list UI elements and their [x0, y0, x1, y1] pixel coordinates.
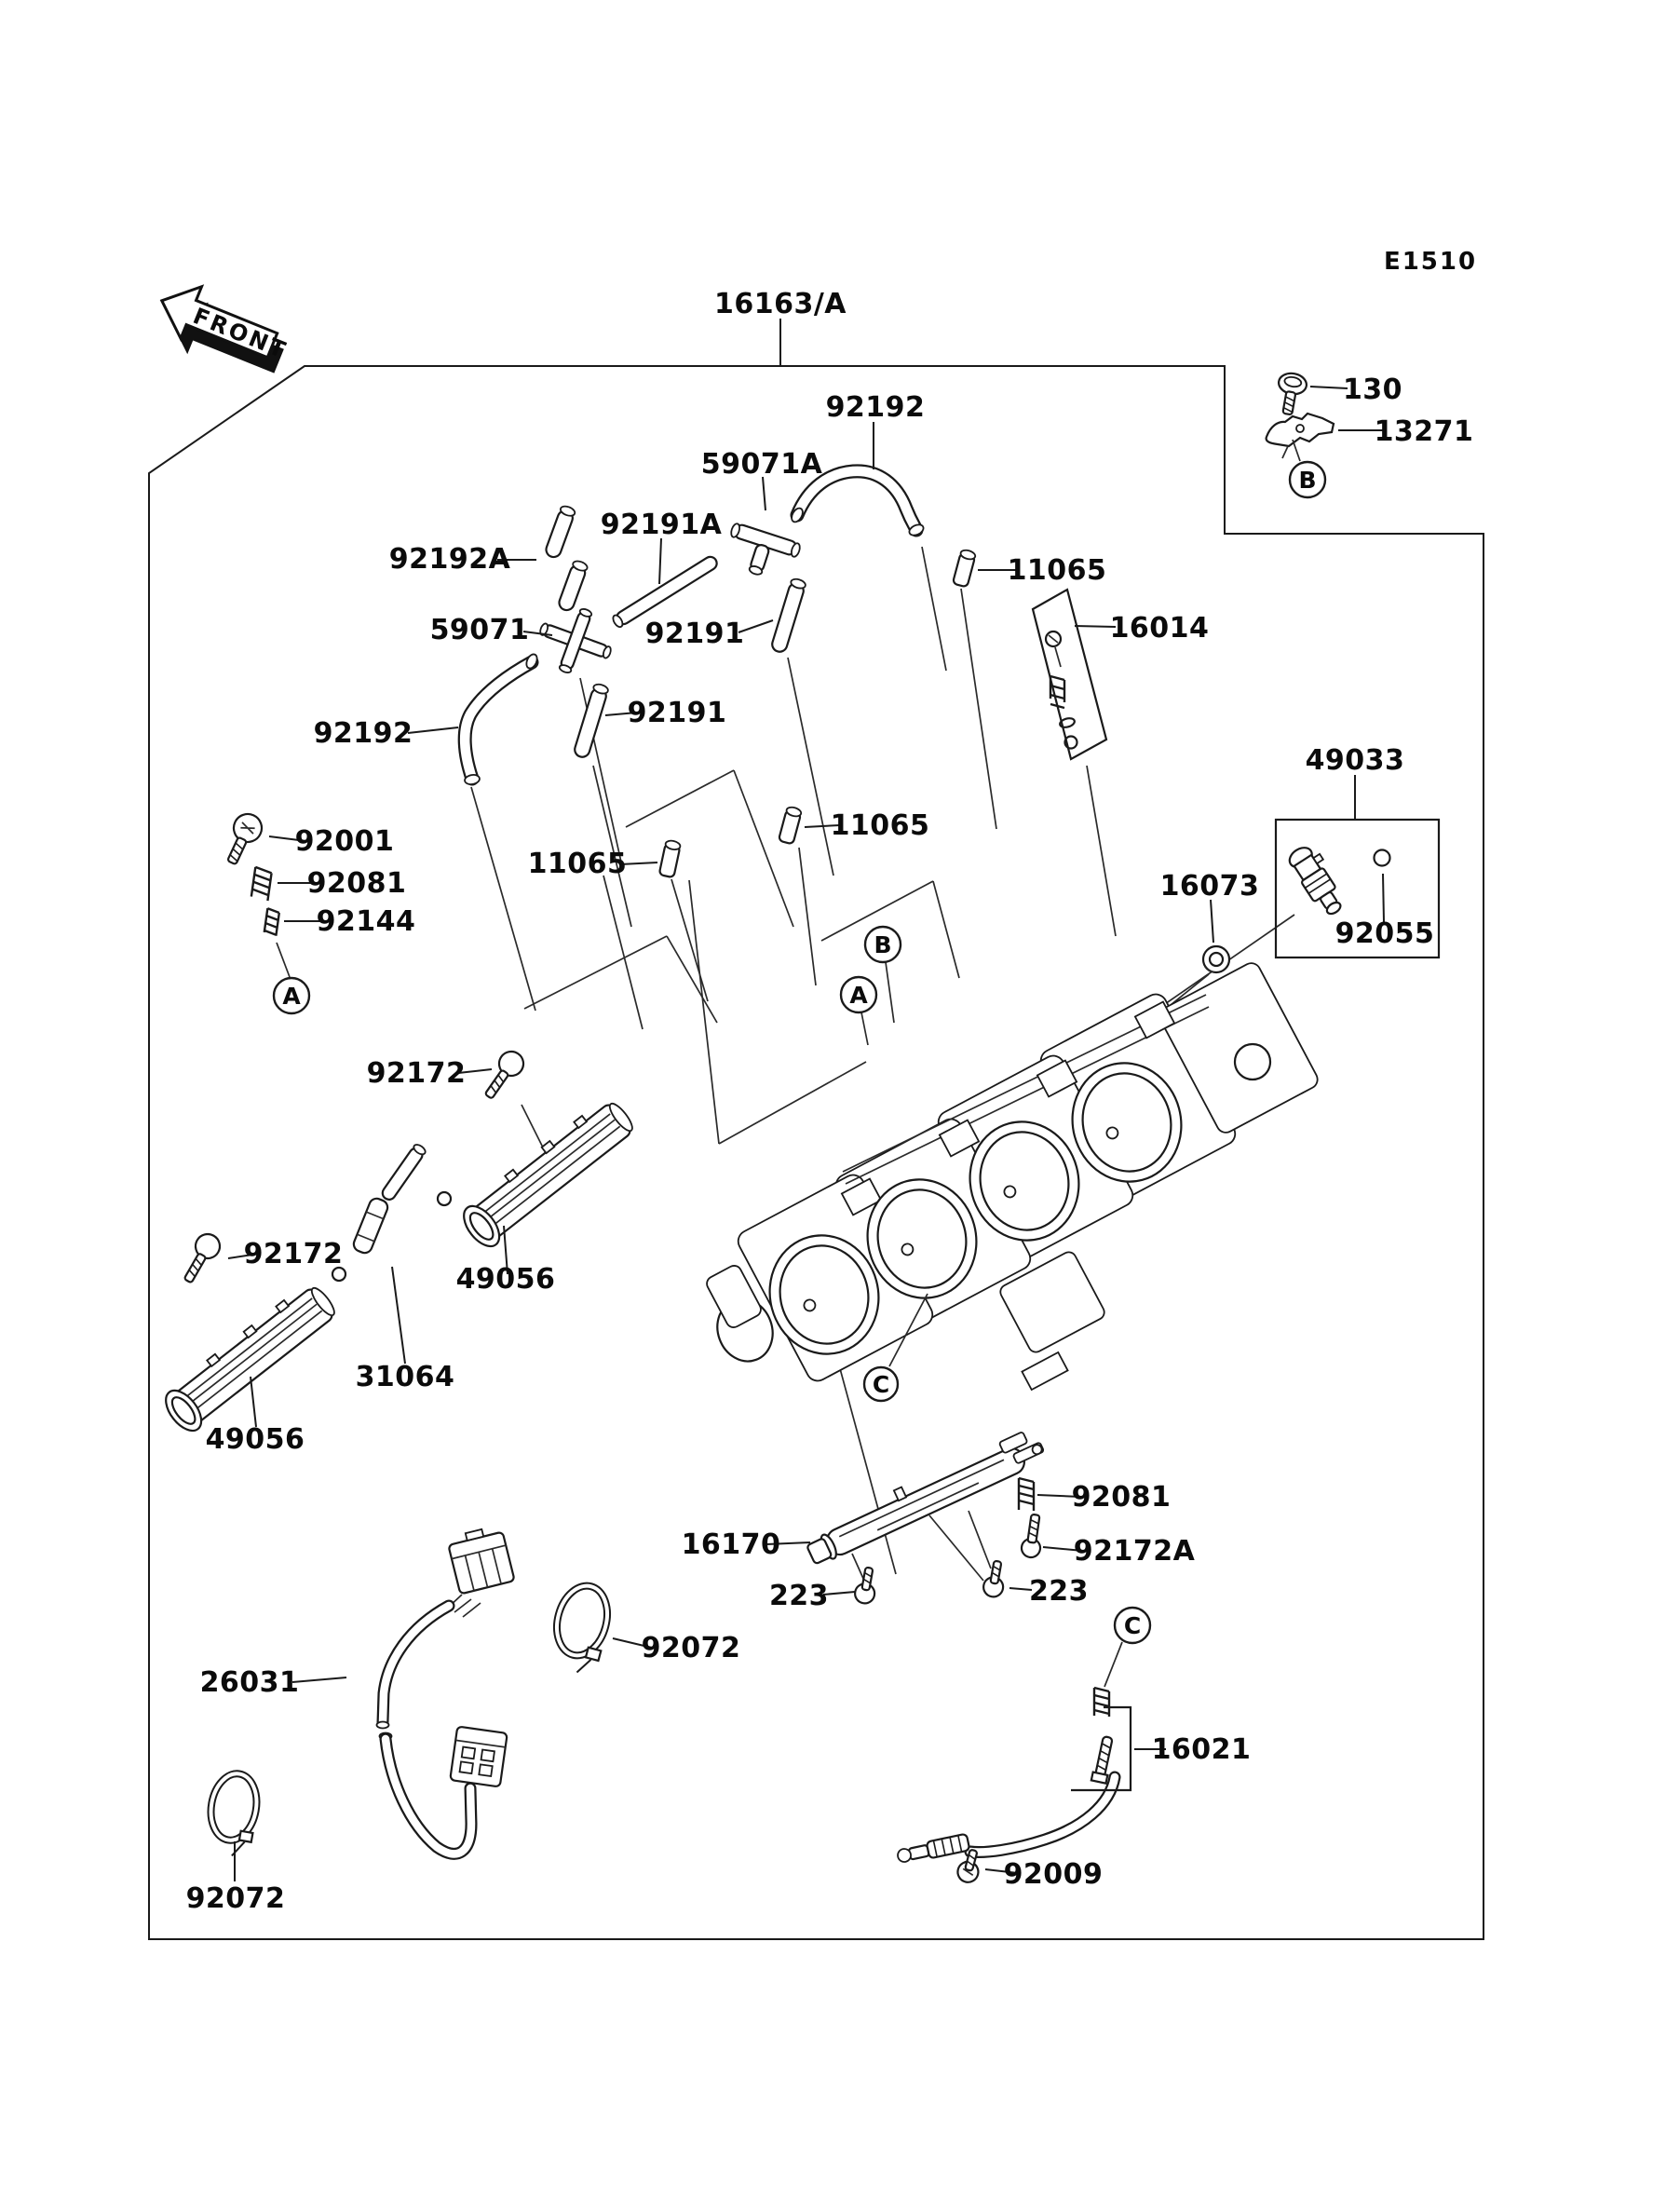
part-label-92081-right — [1037, 1481, 1171, 1514]
svg-text:92192: 92192 — [313, 717, 413, 750]
part-label-16021 — [1134, 1733, 1251, 1766]
svg-text:92192A: 92192A — [388, 543, 511, 576]
svg-text:92144: 92144 — [316, 905, 416, 938]
sensor-16170-icon — [801, 1426, 1048, 1567]
part-label-92172A — [1043, 1535, 1196, 1568]
svg-text:A: A — [282, 983, 301, 1010]
bolt-92001-icon — [219, 809, 266, 868]
svg-text:92072: 92072 — [641, 1632, 741, 1664]
part-label-92192A — [389, 543, 536, 576]
part-label-16170 — [682, 1528, 810, 1561]
svg-text:A: A — [849, 982, 868, 1009]
marker-c-right — [1104, 1608, 1150, 1687]
svg-text:11065: 11065 — [830, 809, 930, 842]
injector-icon — [1285, 841, 1351, 919]
svg-text:92172A: 92172A — [1073, 1535, 1196, 1568]
bolt-130-icon — [1273, 372, 1307, 417]
bolt-92172A-icon — [1021, 1514, 1045, 1558]
svg-text:49056: 49056 — [455, 1263, 556, 1296]
svg-text:49033: 49033 — [1305, 744, 1405, 777]
svg-text:92191A: 92191A — [600, 509, 723, 541]
hose-92192-left — [464, 653, 539, 786]
screw-223-left-icon — [853, 1566, 878, 1605]
svg-text:92192: 92192 — [825, 391, 926, 424]
svg-text:16170: 16170 — [681, 1528, 781, 1561]
bolt-92172-upper-icon — [479, 1047, 528, 1104]
rail-49056-right — [455, 1094, 639, 1253]
part-label-92191-lower — [605, 697, 726, 729]
part-label-11065-left — [528, 848, 657, 880]
svg-text:223: 223 — [768, 1580, 830, 1612]
nut-16073-icon — [1203, 946, 1229, 972]
part-label-16163A — [714, 288, 847, 365]
svg-text:26031: 26031 — [199, 1666, 300, 1699]
part-label-92072-right — [613, 1632, 740, 1664]
tube-11065-left — [659, 839, 682, 877]
svg-text:92009: 92009 — [1003, 1858, 1104, 1891]
part-label-11065-center — [805, 809, 929, 842]
svg-text:92055: 92055 — [1335, 917, 1435, 950]
marker-b-topright — [1290, 440, 1325, 497]
svg-text:16073: 16073 — [1159, 870, 1260, 903]
screw-223-right-icon — [982, 1559, 1007, 1598]
part-label-13271 — [1338, 415, 1473, 448]
svg-text:49056: 49056 — [205, 1423, 305, 1456]
part-label-92144 — [284, 905, 415, 938]
pipe-92191-upper — [770, 577, 806, 654]
svg-text:59071: 59071 — [429, 614, 530, 646]
rail-49056-left — [157, 1279, 341, 1437]
part-label-16014 — [1075, 612, 1209, 645]
spring-92081-right-icon — [1019, 1478, 1034, 1511]
svg-text:92001: 92001 — [294, 825, 395, 858]
part-label-92191-upper — [645, 618, 773, 650]
svg-text:C: C — [872, 1371, 890, 1398]
diagram-border — [149, 366, 1484, 1939]
svg-text:B: B — [874, 931, 892, 958]
part-label-92001 — [269, 825, 394, 858]
part-label-31064 — [356, 1267, 455, 1393]
pipe-92191-lower — [573, 683, 609, 759]
clamp-92072-right-icon — [546, 1581, 616, 1677]
clamp-92072-bottom-icon — [203, 1770, 263, 1858]
marker-a-left — [274, 943, 309, 1013]
marker-a-center — [841, 977, 876, 1045]
part-label-130 — [1310, 373, 1402, 406]
bolt-92172-lower-icon — [177, 1229, 224, 1286]
part-label-92192-top — [826, 391, 926, 469]
part-label-49056-right — [456, 1226, 556, 1296]
front-arrow-label: FRONT — [189, 302, 291, 364]
svg-text:16163/A: 16163/A — [713, 288, 847, 320]
oring-92055-icon — [1375, 850, 1390, 866]
svg-text:13271: 13271 — [1374, 415, 1474, 448]
pipe-92192A — [544, 505, 589, 613]
part-label-26031 — [200, 1666, 346, 1699]
svg-text:B: B — [1298, 467, 1317, 494]
svg-text:130: 130 — [1342, 373, 1403, 406]
svg-text:92081: 92081 — [1071, 1481, 1172, 1514]
part-label-92072-bottom — [186, 1841, 286, 1915]
tee-joint-59071A — [721, 523, 801, 585]
tube-11065-right — [953, 549, 976, 587]
svg-text:92191: 92191 — [644, 618, 745, 650]
page-code: E1510 — [1383, 248, 1478, 276]
valve-16014-group — [1033, 590, 1106, 759]
cable-16021-group — [896, 1688, 1131, 1865]
svg-text:92081: 92081 — [306, 867, 407, 900]
svg-text:92172: 92172 — [366, 1057, 467, 1090]
svg-text:16014: 16014 — [1109, 612, 1210, 645]
svg-text:59071A: 59071A — [700, 448, 823, 481]
svg-text:C: C — [1123, 1612, 1142, 1639]
svg-text:16021: 16021 — [1151, 1733, 1252, 1766]
svg-text:92172: 92172 — [243, 1238, 344, 1270]
part-label-11065-right — [978, 554, 1106, 587]
hose-92192-top — [790, 471, 926, 537]
part-label-49033 — [1306, 744, 1405, 819]
svg-text:11065: 11065 — [1007, 554, 1107, 587]
part-label-16073 — [1160, 870, 1260, 943]
part-label-223-right — [1009, 1575, 1089, 1608]
part-label-92192-left — [314, 717, 458, 750]
svg-text:223: 223 — [1028, 1575, 1090, 1608]
part-label-92172-upper — [367, 1057, 492, 1090]
svg-text:31064: 31064 — [355, 1361, 455, 1393]
part-label-223-left — [769, 1580, 855, 1612]
svg-text:11065: 11065 — [527, 848, 628, 880]
svg-text:92072: 92072 — [185, 1882, 286, 1915]
front-arrow — [147, 275, 298, 388]
part-label-92055 — [1335, 874, 1435, 950]
spring-92144-icon — [264, 908, 279, 936]
throttle-body-assembly — [704, 960, 1321, 1390]
spring-92081-left-icon — [251, 867, 273, 901]
cross-joint-59071 — [530, 597, 622, 685]
pipe-31064-icon — [332, 1143, 451, 1281]
bracket-13271-icon — [1267, 414, 1334, 458]
part-label-59071 — [430, 614, 552, 646]
part-label-92172-lower — [228, 1238, 343, 1270]
harness-26031-group — [377, 1525, 515, 1854]
part-label-92009 — [985, 1858, 1103, 1891]
tube-11065-center — [779, 806, 802, 844]
svg-text:92191: 92191 — [627, 697, 727, 729]
part-label-92081-left — [278, 867, 406, 900]
